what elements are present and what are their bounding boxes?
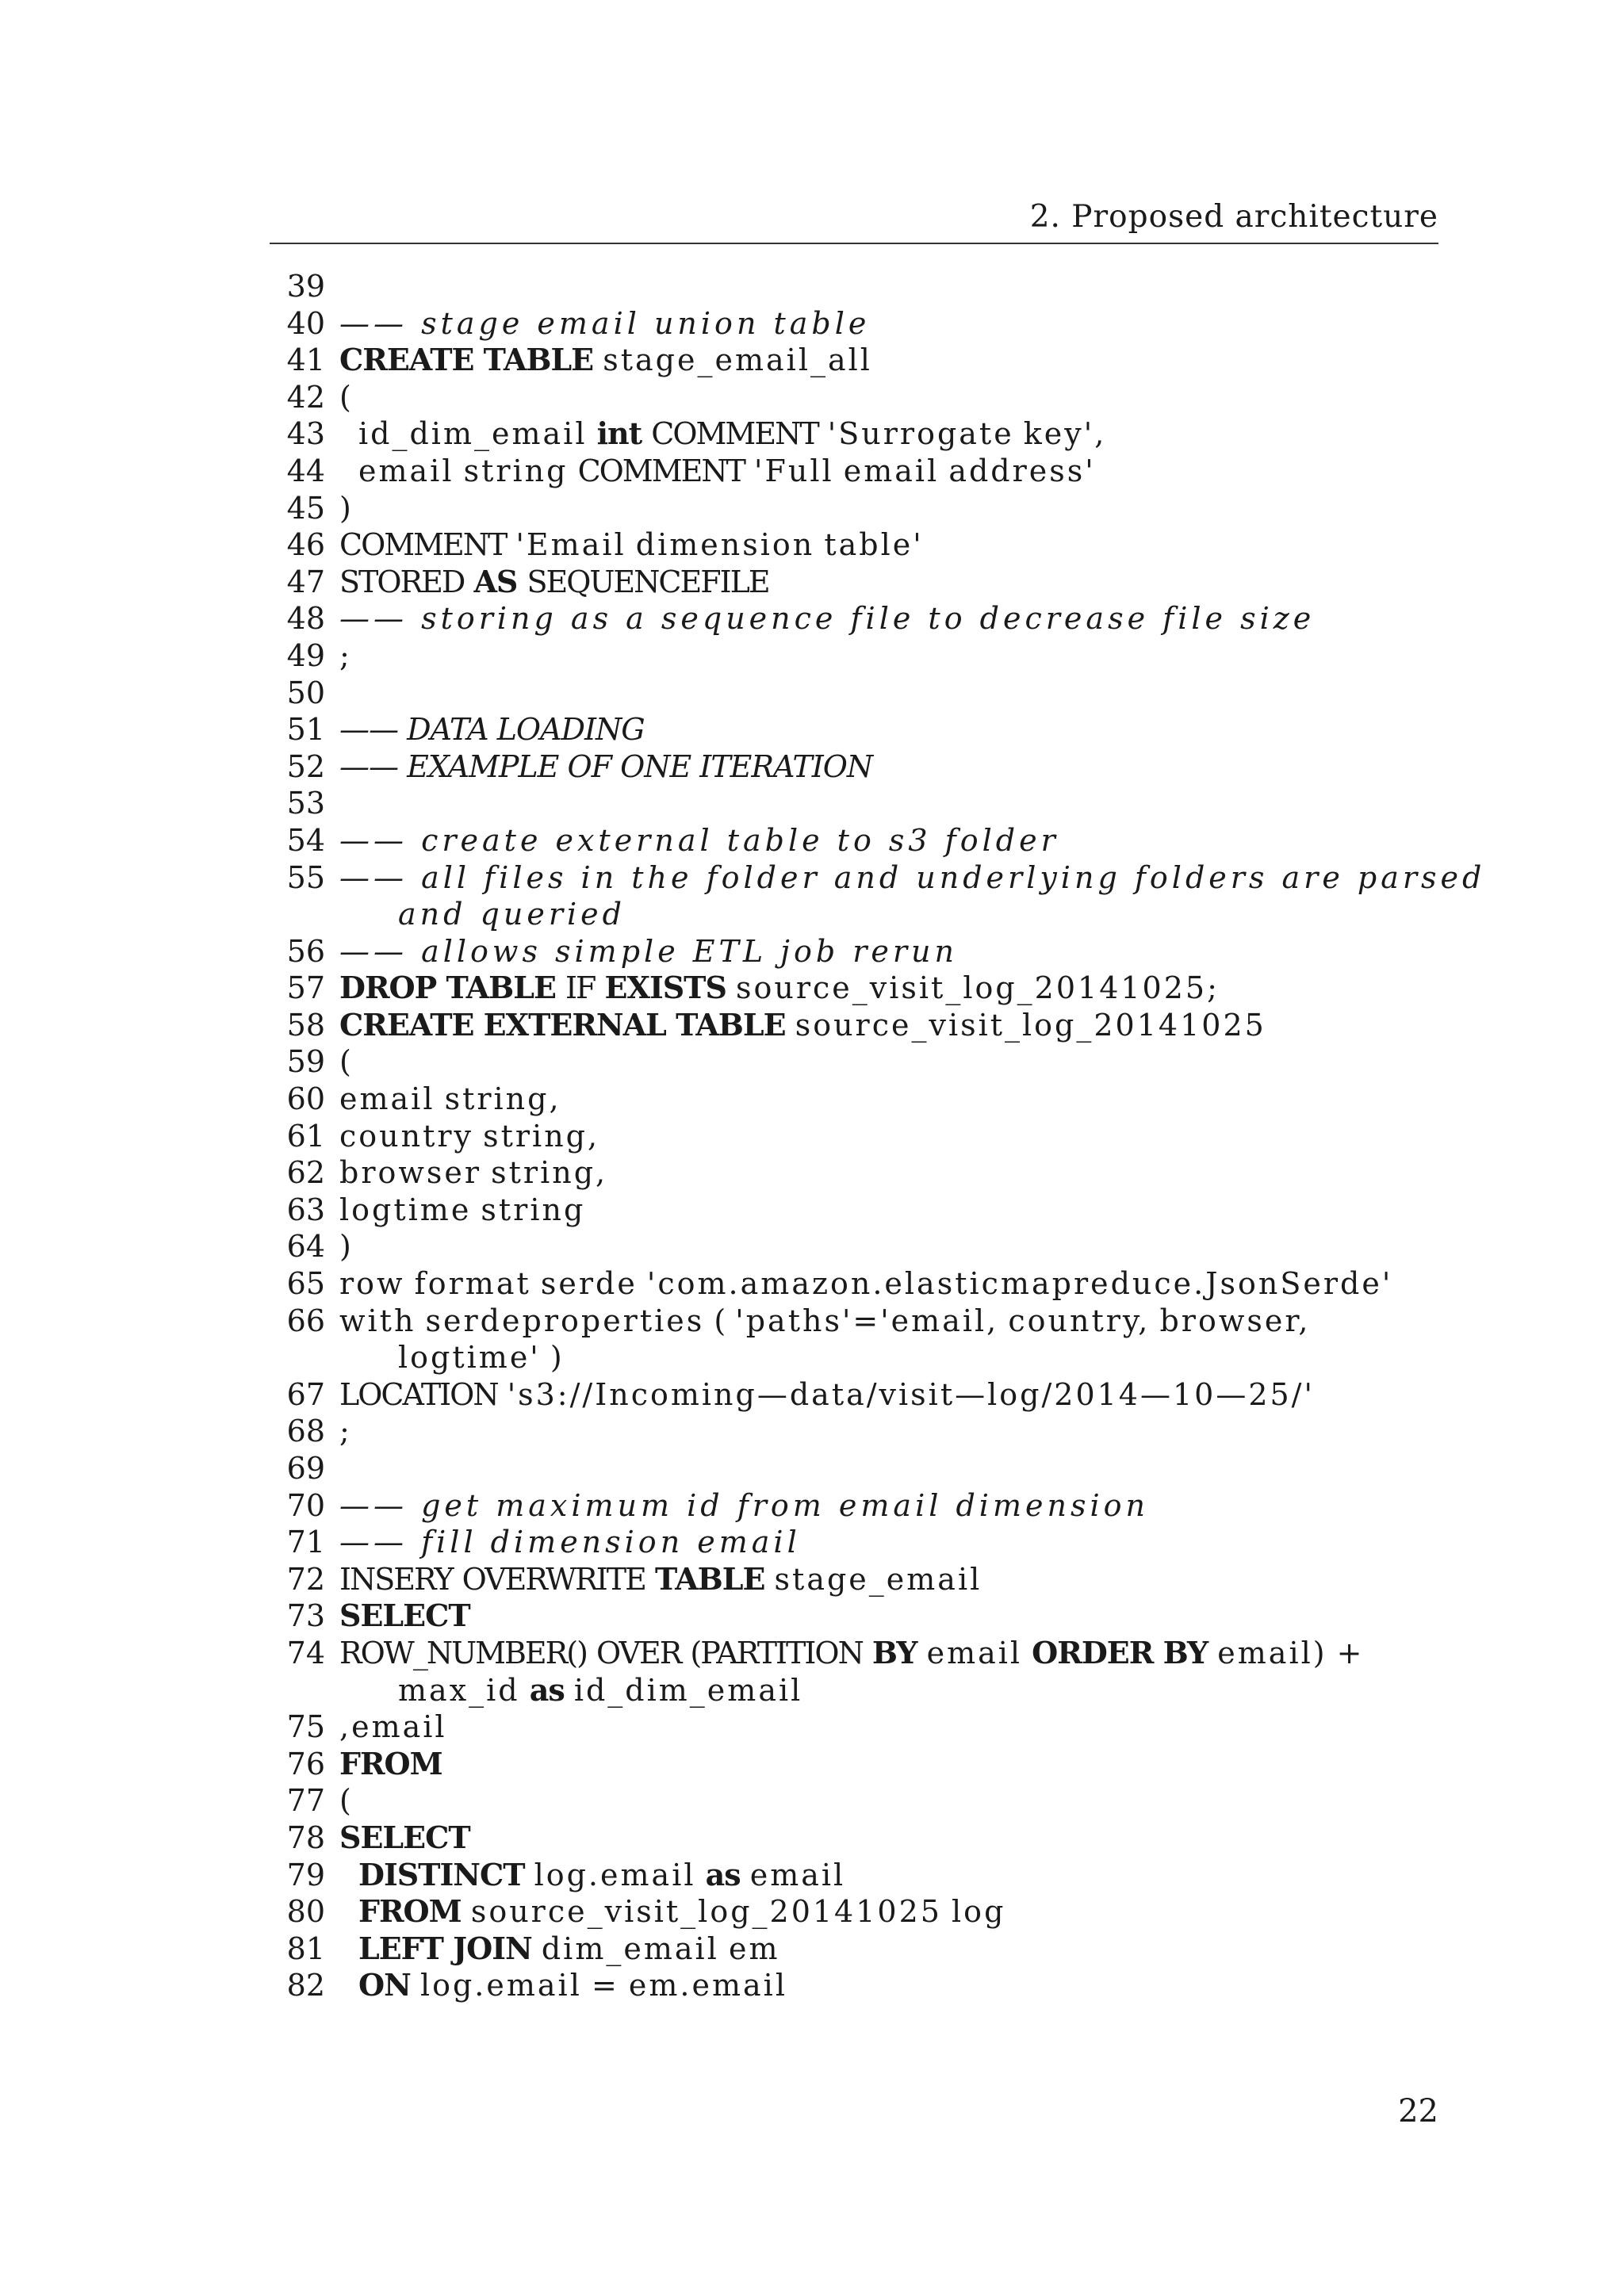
code-line — [270, 1303, 1438, 1340]
code-line — [270, 1118, 1438, 1155]
code-line — [270, 1967, 1438, 2004]
code-text: email string, — [339, 1081, 561, 1117]
code-line — [270, 342, 1438, 379]
code-text: CREATE EXTERNAL TABLE source_visit_log_20141025 — [339, 1006, 1266, 1043]
sql-keyword: SELECT — [339, 1598, 470, 1634]
code-line — [270, 711, 1438, 748]
code-line — [270, 675, 1438, 712]
code-line — [270, 822, 1438, 859]
code-line — [270, 896, 1438, 933]
line-number: 72 — [286, 1561, 325, 1597]
page-number: 22 — [1398, 2093, 1438, 2130]
code-text: ) — [339, 490, 351, 526]
code-text: —— get maximum id from email dimension — [339, 1487, 1149, 1523]
code-text: —— EXAMPLE OF ONE ITERATION — [339, 748, 873, 784]
code-text — [339, 1746, 442, 1783]
sql-keyword: SELECT — [339, 1819, 470, 1855]
sql-keyword-plain: COMMENT — [651, 416, 818, 452]
code-line — [270, 490, 1438, 527]
line-number: 48 — [286, 601, 325, 637]
code-line — [270, 1265, 1438, 1303]
line-number: 64 — [286, 1229, 325, 1265]
code-line — [270, 1043, 1438, 1081]
code-text: ; — [339, 1414, 350, 1449]
sql-keyword: as — [705, 1856, 741, 1892]
line-number: 74 — [286, 1635, 325, 1670]
code-line — [270, 1081, 1438, 1118]
line-number: 75 — [286, 1709, 325, 1745]
line-number: 60 — [286, 1081, 325, 1117]
code-line — [270, 268, 1438, 305]
code-line — [270, 600, 1438, 637]
code-line — [270, 1893, 1438, 1931]
sql-keyword: DISTINCT — [358, 1856, 525, 1892]
code-line — [270, 1413, 1438, 1450]
line-number: 81 — [286, 1931, 325, 1966]
code-text: —— fill dimension email — [339, 1525, 801, 1560]
line-number: 69 — [286, 1451, 325, 1486]
code-text: —— stage email union table — [339, 305, 871, 341]
code-text: logtime' ) — [398, 1340, 562, 1376]
sql-keyword-plain: COMMENT — [339, 527, 507, 563]
line-number: 41 — [286, 342, 325, 378]
code-text: ROW_NUMBER() OVER (PARTITION BY email ORDER BY email) + — [339, 1634, 1362, 1670]
line-number: 68 — [286, 1414, 325, 1449]
line-number: 65 — [286, 1266, 325, 1302]
line-number: 63 — [286, 1192, 325, 1227]
sql-keyword: EXISTS — [604, 970, 726, 1006]
code-line — [270, 1376, 1438, 1414]
code-text: ) — [339, 1229, 351, 1265]
sql-keyword-plain: OVERWRITE — [462, 1561, 645, 1597]
line-number: 78 — [286, 1820, 325, 1855]
code-text: ON log.email = em.email — [358, 1967, 787, 2003]
line-number: 53 — [286, 786, 325, 821]
line-number: 61 — [286, 1118, 325, 1154]
line-number: 46 — [286, 527, 325, 563]
code-text: max_id as id_dim_email — [398, 1671, 803, 1708]
code-text: logtime string — [339, 1192, 586, 1227]
sql-keyword: AS — [473, 563, 518, 599]
line-number: 57 — [286, 970, 325, 1006]
sql-keyword: int — [596, 415, 642, 452]
code-text: LEFT JOIN dim_email em — [358, 1930, 780, 1966]
code-line — [270, 1487, 1438, 1525]
line-number: 70 — [286, 1487, 325, 1523]
sql-keyword-plain: OVER — [596, 1635, 681, 1670]
line-number: 40 — [286, 305, 325, 341]
code-line — [270, 1931, 1438, 1968]
sql-keyword-plain: IF — [565, 970, 596, 1006]
code-line — [270, 785, 1438, 822]
code-line — [270, 1672, 1438, 1709]
line-number: 47 — [286, 564, 325, 599]
line-number: 56 — [286, 933, 325, 969]
sql-keyword: as — [529, 1671, 565, 1708]
code-text: ( — [339, 1044, 351, 1080]
code-listing — [270, 268, 1486, 2004]
sql-keyword: TABLE — [654, 1560, 765, 1597]
code-line — [270, 1746, 1438, 1783]
code-line — [270, 933, 1438, 970]
line-number: 80 — [286, 1894, 325, 1930]
code-text: DISTINCT log.email as email — [358, 1856, 846, 1892]
code-text: FROM source_visit_log_20141025 log — [358, 1893, 1006, 1930]
code-line — [270, 1561, 1438, 1598]
code-line — [270, 564, 1438, 601]
line-number: 44 — [286, 453, 325, 488]
line-number: 49 — [286, 637, 325, 673]
line-number: 51 — [286, 712, 325, 748]
code-text: —— all files in the folder and underlying folders are parsed — [339, 859, 1486, 895]
sql-keyword: CREATE EXTERNAL TABLE — [339, 1006, 786, 1043]
sql-keyword-plain: (PARTITION — [690, 1635, 863, 1670]
code-line — [270, 1709, 1438, 1746]
code-line — [270, 1635, 1438, 1672]
chapter-title: 2. Proposed architecture — [1029, 199, 1438, 235]
line-number: 77 — [286, 1783, 325, 1819]
line-number: 62 — [286, 1155, 325, 1191]
line-number: 43 — [286, 416, 325, 452]
code-line — [270, 1820, 1438, 1857]
code-text: —— storing as a sequence file to decrease file size — [339, 601, 1316, 637]
code-line — [270, 1007, 1438, 1044]
sql-keyword: ON — [358, 1967, 411, 2003]
code-line — [270, 1154, 1438, 1192]
code-line — [270, 748, 1438, 786]
sql-keyword-plain: SEQUENCEFILE — [527, 564, 769, 599]
code-line — [270, 379, 1438, 416]
sql-keyword-plain: STORED — [339, 564, 465, 599]
code-line — [270, 1450, 1438, 1487]
code-line — [270, 305, 1438, 342]
line-number: 54 — [286, 822, 325, 858]
code-text: COMMENT 'Email dimension table' — [339, 527, 924, 563]
line-number: 42 — [286, 379, 325, 415]
code-text: ( — [339, 1783, 351, 1819]
sql-keyword: CREATE TABLE — [339, 342, 594, 378]
code-text: email string COMMENT 'Full email address' — [358, 453, 1096, 488]
line-number: 39 — [286, 269, 325, 304]
code-line — [270, 1524, 1438, 1561]
code-text: ; — [339, 637, 350, 673]
code-line — [270, 1857, 1438, 1894]
line-number: 67 — [286, 1376, 325, 1412]
line-number: 76 — [286, 1746, 325, 1781]
line-number: 66 — [286, 1303, 325, 1338]
sql-keyword: FROM — [339, 1745, 442, 1781]
running-header — [270, 198, 1438, 244]
code-text: id_dim_email int COMMENT 'Surrogate key', — [358, 415, 1107, 452]
code-line — [270, 970, 1438, 1007]
line-number: 55 — [286, 859, 325, 895]
code-text: CREATE TABLE stage_email_all — [339, 342, 872, 378]
code-line — [270, 526, 1438, 564]
code-text: —— create external table to s3 folder — [339, 822, 1059, 858]
sql-keyword-plain: COMMENT — [577, 453, 745, 488]
sql-keyword-plain: INSERY — [339, 1561, 453, 1597]
code-text: ,email — [339, 1709, 447, 1745]
code-text: browser string, — [339, 1155, 608, 1191]
code-text: row format serde 'com.amazon.elasticmapreduce.JsonSerde' — [339, 1266, 1393, 1302]
sql-keyword-plain: LOCATION — [339, 1376, 498, 1412]
sql-keyword: ORDER BY — [1032, 1634, 1208, 1670]
code-text: and queried — [398, 897, 626, 932]
code-text — [339, 564, 769, 601]
line-number: 82 — [286, 1968, 325, 2003]
code-line — [270, 1228, 1438, 1265]
line-number: 58 — [286, 1007, 325, 1043]
code-text — [339, 1598, 470, 1635]
line-number: 71 — [286, 1525, 325, 1560]
code-text: LOCATION 's3://Incoming—data/visit—log/2014—10—25/' — [339, 1376, 1315, 1412]
code-text: with serdeproperties ( 'paths'='email, country, browser, — [339, 1303, 1311, 1338]
code-line — [270, 415, 1438, 453]
sql-keyword-plain: ROW_NUMBER() — [339, 1635, 587, 1670]
code-text — [339, 1820, 470, 1857]
sql-keyword: BY — [871, 1634, 917, 1670]
line-number: 79 — [286, 1857, 325, 1892]
code-text: —— DATA LOADING — [339, 712, 645, 748]
sql-keyword: LEFT JOIN — [358, 1930, 532, 1966]
line-number: 73 — [286, 1598, 325, 1634]
sql-keyword: FROM — [358, 1893, 462, 1930]
code-line — [270, 1192, 1438, 1229]
code-text: INSERY OVERWRITE TABLE stage_email — [339, 1560, 982, 1597]
code-line — [270, 859, 1486, 897]
sql-keyword: DROP TABLE — [339, 970, 556, 1006]
code-text: —— allows simple ETL job rerun — [339, 933, 958, 969]
line-number: 52 — [286, 748, 325, 784]
line-number: 45 — [286, 490, 325, 526]
code-text: DROP TABLE IF EXISTS source_visit_log_20141025; — [339, 970, 1220, 1006]
code-line — [270, 453, 1438, 490]
code-line — [270, 1782, 1438, 1820]
code-line — [270, 1339, 1438, 1376]
code-line — [270, 637, 1438, 675]
line-number: 59 — [286, 1044, 325, 1080]
line-number: 50 — [286, 675, 325, 710]
code-text: ( — [339, 379, 351, 415]
code-text: country string, — [339, 1118, 600, 1154]
code-line — [270, 1598, 1438, 1635]
